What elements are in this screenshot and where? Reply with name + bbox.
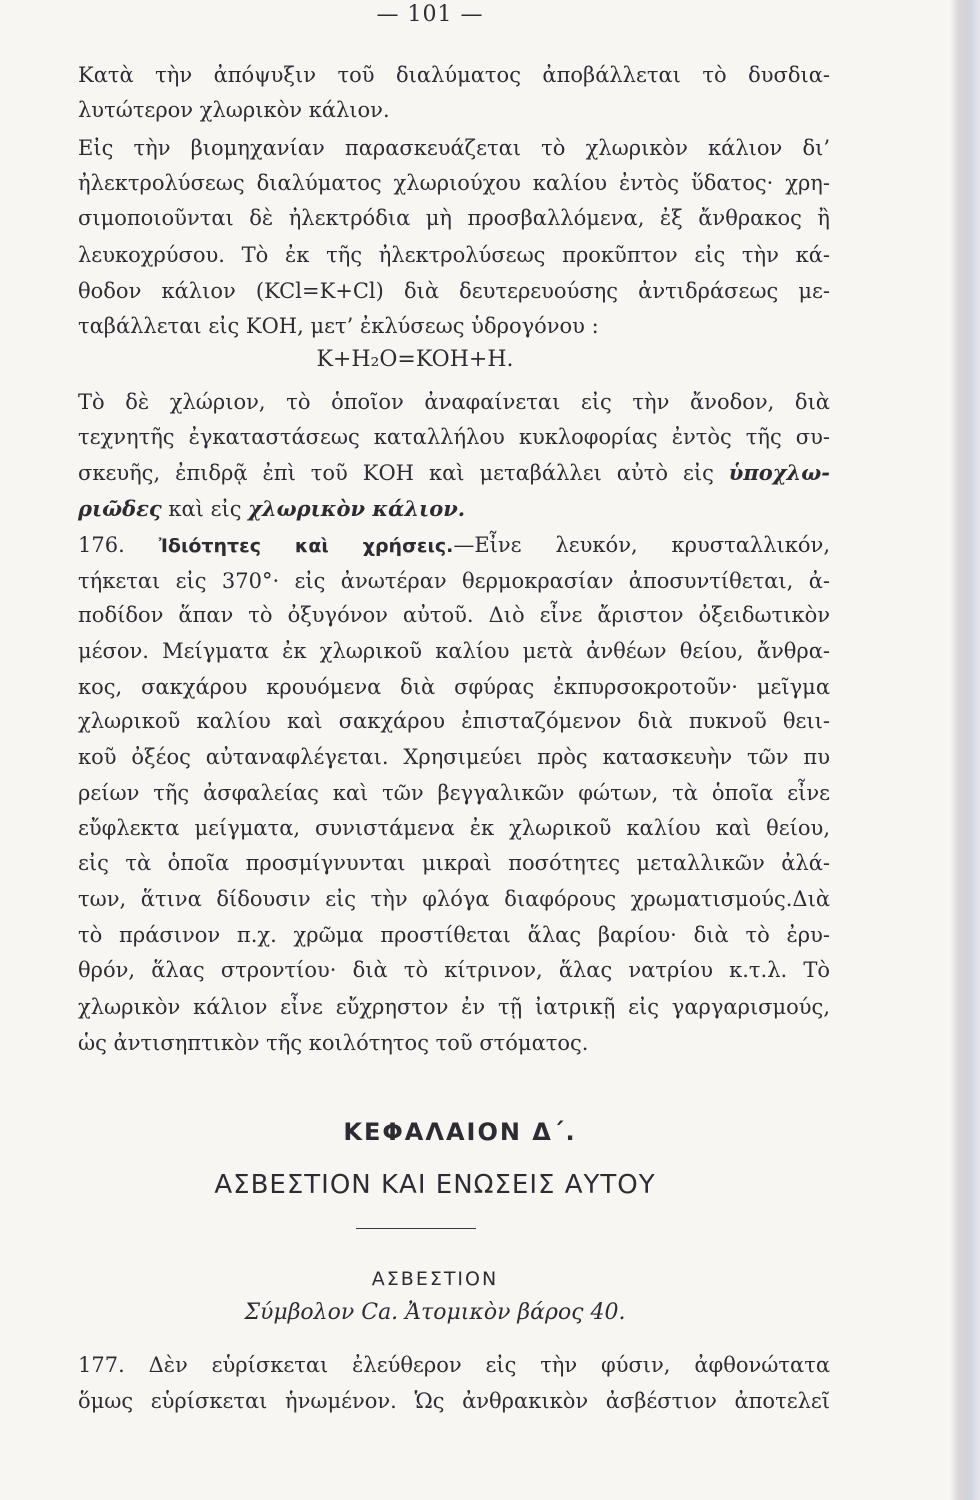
text-line: ἠλεκτρολύσεως διαλύματος χλωριούχου καλίου ἐντὸς ὕδατος· χρη- xyxy=(78,171,830,195)
text-line: λυτώτερον χλωρικὸν κάλιον. xyxy=(78,98,390,122)
divider-rule xyxy=(356,1228,476,1229)
text-line: κος, σακχάρου κρουόμενα διὰ σφύρας ἐκπυρσοκροτοῦν· μεῖγμα xyxy=(78,675,830,699)
text-line: ταβάλλεται εἰς ΚΟΗ, μετ’ ἐκλύσεως ὑδρογόνου : xyxy=(78,314,599,338)
text-line: τὸ πράσινον π.χ. χρῶμα προστίθεται ἅλας βαρίου· διὰ τὸ ἐρυ- xyxy=(78,923,830,947)
text-line: ποδίδον ἅπαν τὸ ὀξυγόνον αὐτοῦ. Διὸ εἶνε ἄριστον ὀξειδωτικὸν xyxy=(78,603,830,627)
text-line: ὅμως εὑρίσκεται ἡνωμένον. Ὡς ἀνθρακικὸν ἀσβέστιον ἀποτελεῖ xyxy=(78,1389,830,1413)
section-heading: Ἰδιότητες καὶ χρήσεις. xyxy=(158,535,454,557)
page-number: — 101 — xyxy=(376,2,484,27)
text-line: εὔφλεκτα μείγματα, συνιστάμενα ἐκ χλωρικοῦ καλίου καὶ θείου, xyxy=(78,816,830,840)
chapter-label: ΚΕΦΑΛΑΙΟΝ Δ΄. xyxy=(343,1118,577,1146)
text-line xyxy=(78,458,830,488)
text-line: λευκοχρύσου. Τὸ ἐκ τῆς ἠλεκτρολύσεως προκῦπτον εἰς τὴν κά- xyxy=(78,243,830,267)
text-line: ρείων τῆς ἀσφαλείας καὶ τῶν βεγγαλικῶν φώτων, τὰ ὁποῖα εἶνε xyxy=(78,781,830,805)
element-symbol-line: Σύμβολον Ca. Ἀτομικὸν βάρος 40. xyxy=(244,1300,626,1325)
text-line: χλωρικὸν κάλιον εἶνε εὔχρηστον ἐν τῇ ἰατρικῇ εἰς γαργαρισμούς, xyxy=(78,995,830,1019)
text-line: ὡς ἀντισηπτικὸν τῆς κοιλότητος τοῦ στόματος. xyxy=(78,1031,589,1055)
text-line: τήκεται εἰς 370°· εἰς ἀνωτέραν θερμοκρασίαν ἀποσυντίθεται, ἀ- xyxy=(78,569,830,593)
chapter-title: ΑΣΒΕΣΤΙΟΝ ΚΑΙ ΕΝΩΣΕΙΣ ΑΥΤΟΥ xyxy=(214,1170,656,1200)
page-binding-edge xyxy=(950,0,980,1500)
text-run: καὶ εἰς xyxy=(161,497,249,521)
chemical-formula: K+H₂O=KOH+H. xyxy=(316,347,514,372)
text-line: σιμοποιοῦνται δὲ ἠλεκτρόδια μὴ προσβαλλόμενα, ἐξ ἄνθρακος ἢ xyxy=(78,206,830,230)
text-line xyxy=(78,494,830,524)
text-line: 177. Δὲν εὑρίσκεται ἐλεύθερον εἰς τὴν φύσιν, ἀφθονώτατα xyxy=(78,1353,830,1377)
text-line: Κατὰ τὴν ἀπόψυξιν τοῦ διαλύματος ἀποβάλλεται τὸ δυσδια- xyxy=(78,63,830,87)
emphasis-term: ριῶδες xyxy=(78,496,162,521)
text-line: μέσον. Μείγματα ἐκ χλωρικοῦ καλίου μετὰ ἀνθέων θείου, ἄνθρα- xyxy=(78,639,830,663)
text-line: Τὸ δὲ χλώριον, τὸ ὁποῖον ἀναφαίνεται εἰς τὴν ἄνοδον, διὰ xyxy=(78,390,830,414)
text-line: θρόν, ἅλας στροντίου· διὰ τὸ κίτρινον, ἅλας νατρίου κ.τ.λ. Τὸ xyxy=(78,958,830,982)
text-line: τεχνητῆς ἐγκαταστάσεως καταλλήλου κυκλοφορίας ἐντὸς τῆς συ- xyxy=(78,425,830,449)
emphasis-term: ὑποχλω- xyxy=(728,460,830,485)
section-number: 176. xyxy=(78,533,125,557)
text-run: —Εἶνε λευκόν, κρυσταλλικόν, xyxy=(453,533,830,557)
element-section-title: ΑΣΒΕΣΤΙΟΝ xyxy=(371,1268,499,1290)
text-run: σκευῆς, ἐπιδρᾷ ἐπὶ τοῦ ΚΟΗ καὶ μεταβάλλει αὐτὸ εἰς xyxy=(78,461,729,485)
text-line: θοδον κάλιον (KCl=K+Cl) διὰ δευτερευούσης ἀντιδράσεως με- xyxy=(78,279,830,303)
text-line: Εἰς τὴν βιομηχανίαν παρασκευάζεται τὸ χλωρικὸν κάλιον δι’ xyxy=(78,136,830,160)
text-line: χλωρικοῦ καλίου καὶ σακχάρου ἐπισταζόμενον διὰ πυκνοῦ θειι- xyxy=(78,709,830,733)
text-line: κοῦ ὀξέος αὐταναφλέγεται. Χρησιμεύει πρὸς κατασκευὴν τῶν πυ xyxy=(78,745,830,769)
section-176-first-line xyxy=(78,530,830,561)
text-line: των, ἅτινα δίδουσιν εἰς τὴν φλόγα διαφόρους χρωματισμούς.Διὰ xyxy=(78,887,830,911)
emphasis-term: χλωρικὸν κάλιον. xyxy=(248,496,466,521)
text-line: εἰς τὰ ὁποῖα προσμίγνυνται μικραὶ ποσότητες μεταλλικῶν ἀλά- xyxy=(78,851,830,875)
